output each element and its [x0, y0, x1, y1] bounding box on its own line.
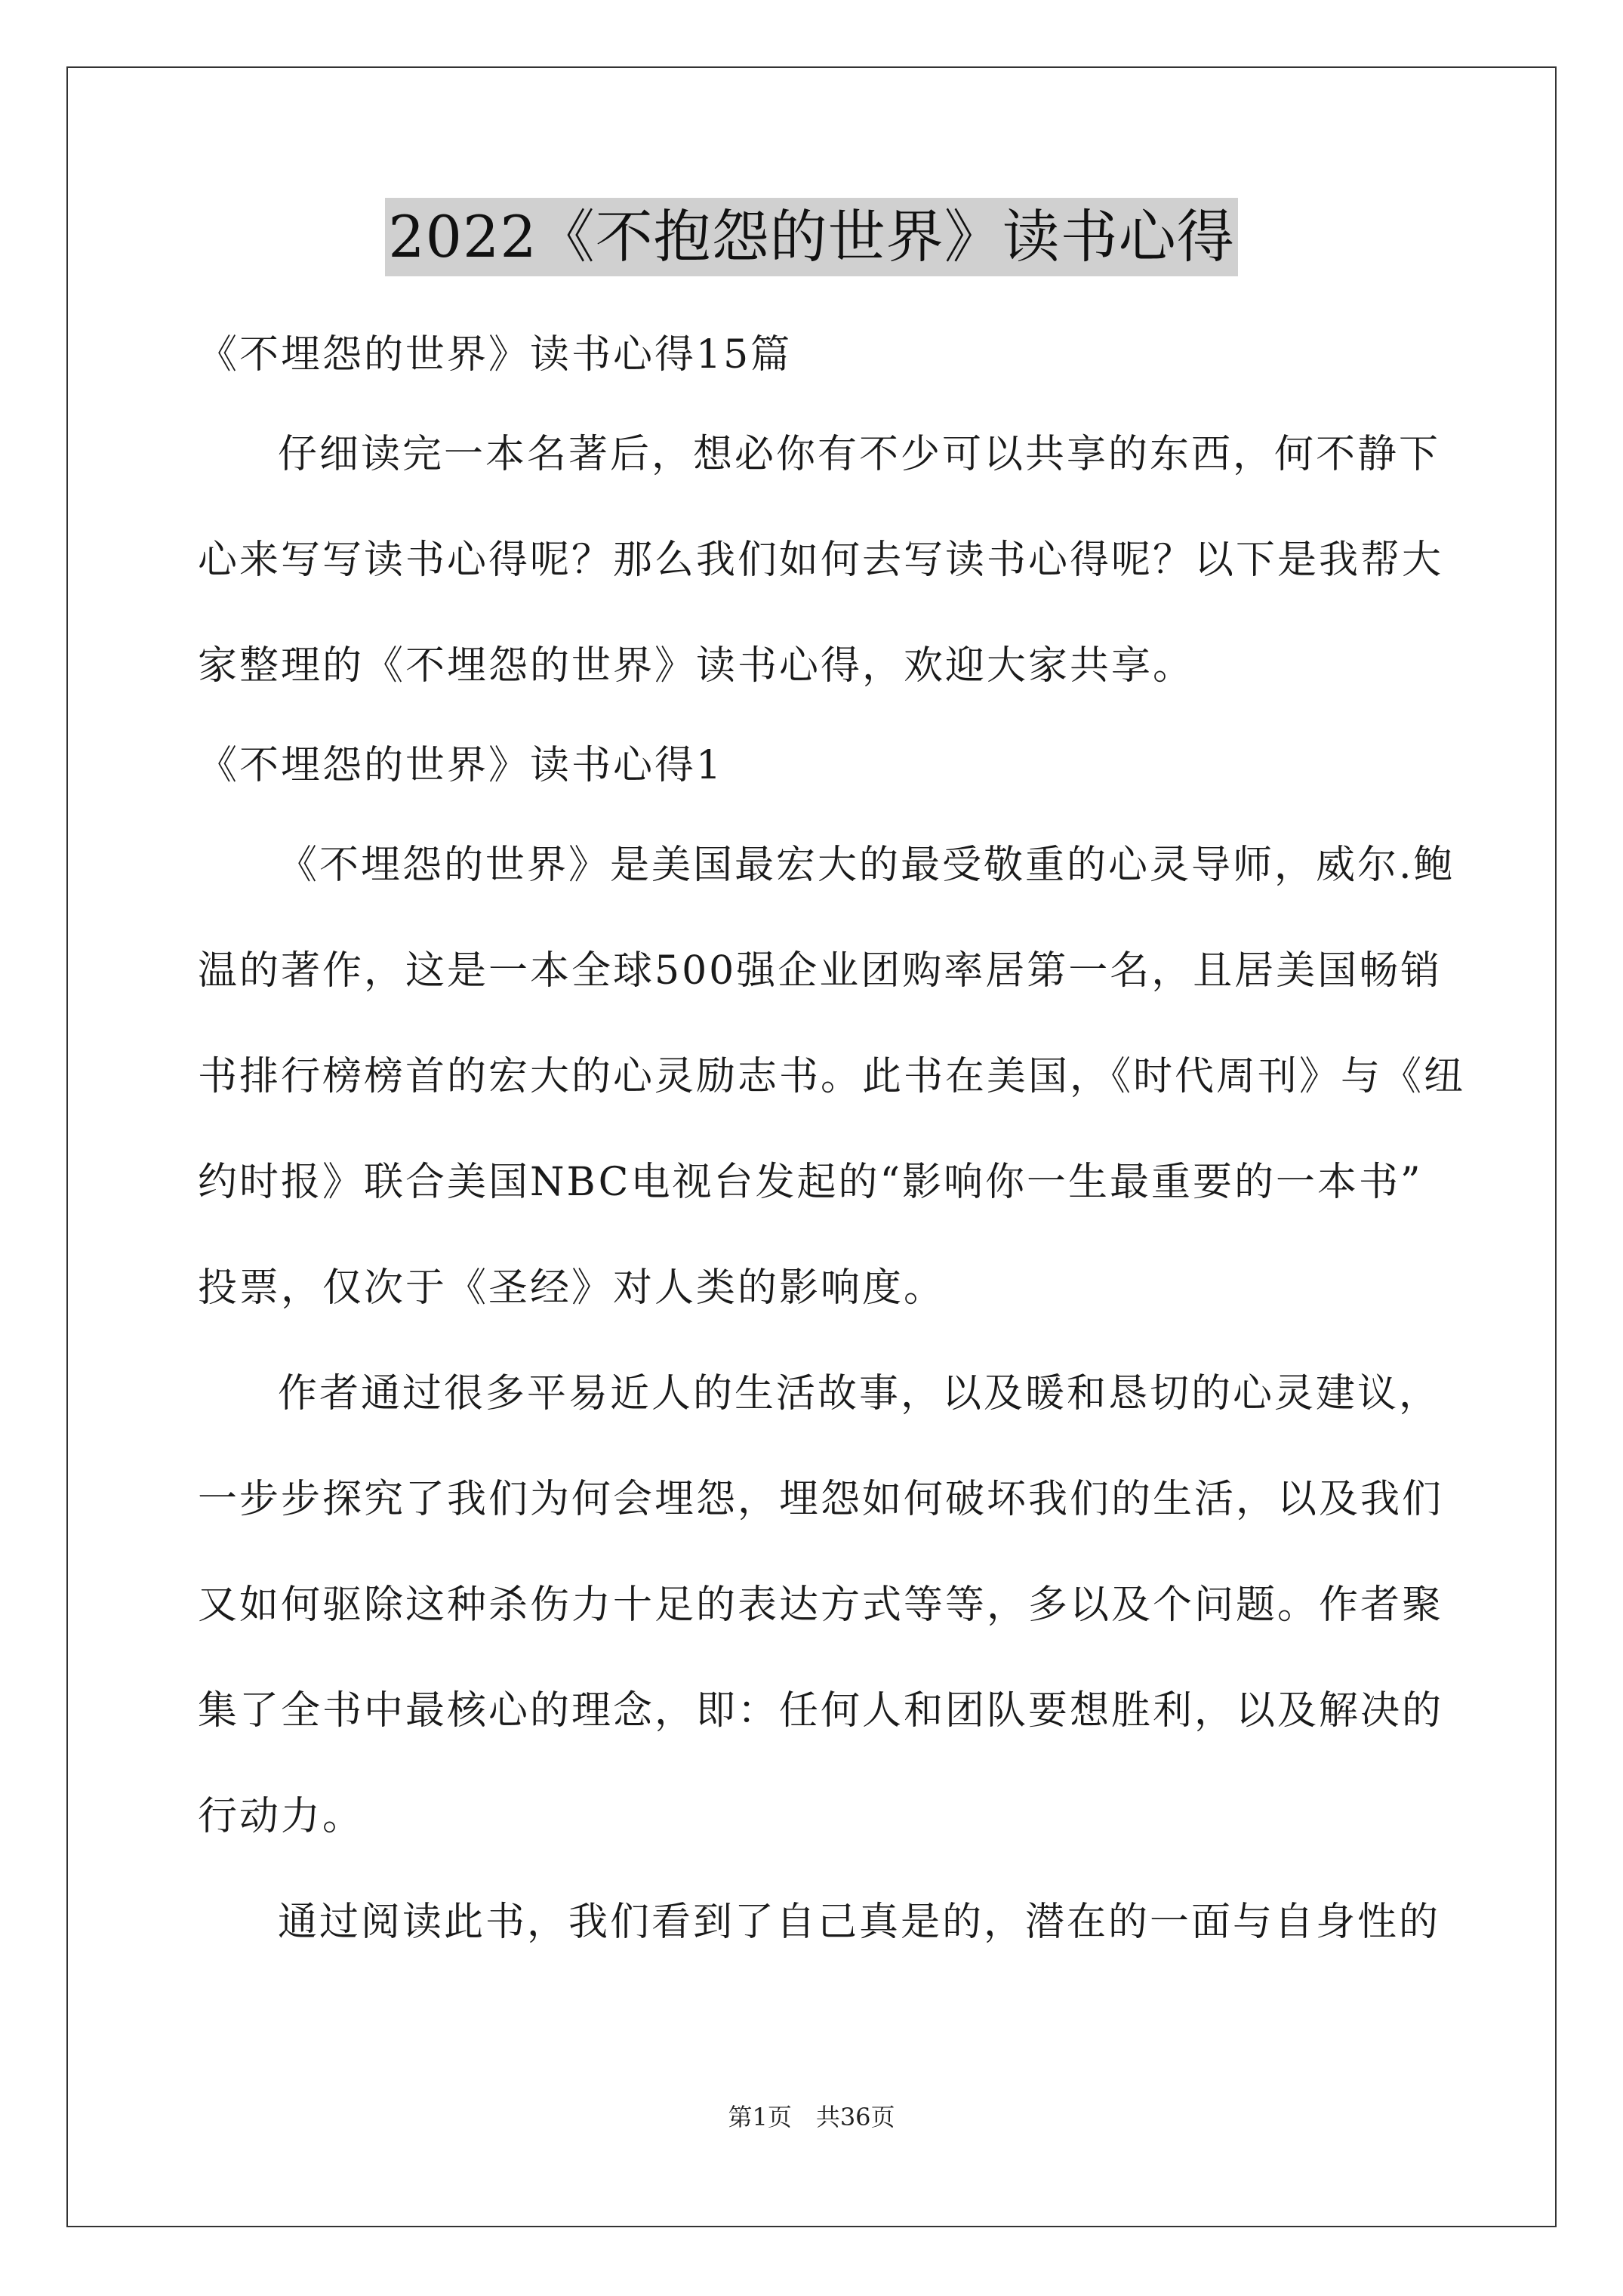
document-title: 2022《不抱怨的世界》读书心得 — [385, 198, 1237, 276]
paragraph-line: 行动力。 — [198, 1794, 365, 1839]
paragraph-line: 温的著作，这是一本全球500强企业团购率居第一名，且居美国畅销 — [198, 948, 1443, 994]
paragraph-line: 一步步探究了我们为何会埋怨，埋怨如何破坏我们的生活，以及我们 — [198, 1477, 1444, 1522]
title-wrap — [0, 198, 1623, 276]
section-heading: 《不埋怨的世界》读书心得15篇 — [198, 332, 793, 378]
page-footer: 第1页 共36页 — [728, 2103, 895, 2131]
paragraph-line: 投票，仅次于《圣经》对人类的影响度。 — [198, 1265, 946, 1311]
paragraph-line: 家整理的《不埋怨的世界》读书心得，欢迎大家共享。 — [198, 643, 1195, 689]
paragraph-line: 作者通过很多平易近人的生活故事，以及暖和恳切的心灵建议， — [278, 1371, 1441, 1416]
document-body — [198, 308, 1466, 1975]
paragraph-line: 仔细读完一本名著后，想必你有不少可以共享的东西，何不静下 — [278, 432, 1441, 477]
paragraph-line: 书排行榜榜首的宏大的心灵励志书。此书在美国，《时代周刊》与《纽 — [198, 1054, 1466, 1099]
paragraph-line: 集了全书中最核心的理念，即：任何人和团队要想胜利，以及解决的 — [198, 1688, 1444, 1734]
section-heading: 《不埋怨的世界》读书心得1 — [198, 743, 724, 788]
paragraph-line: 约时报》联合美国NBC电视台发起的“影响你一生最重要的一本书” — [198, 1160, 1423, 1205]
paragraph-line: 通过阅读此书，我们看到了自己真是的，潜在的一面与自身性的 — [278, 1900, 1441, 1945]
paragraph-line: 《不埋怨的世界》是美国最宏大的最受敬重的心灵导师，威尔.鲍 — [278, 843, 1455, 888]
paragraph-line: 心来写写读书心得呢？那么我们如何去写读书心得呢？以下是我帮大 — [198, 538, 1444, 583]
paragraph-line: 又如何驱除这种杀伤力十足的表达方式等等，多以及个问题。作者聚 — [198, 1583, 1444, 1628]
